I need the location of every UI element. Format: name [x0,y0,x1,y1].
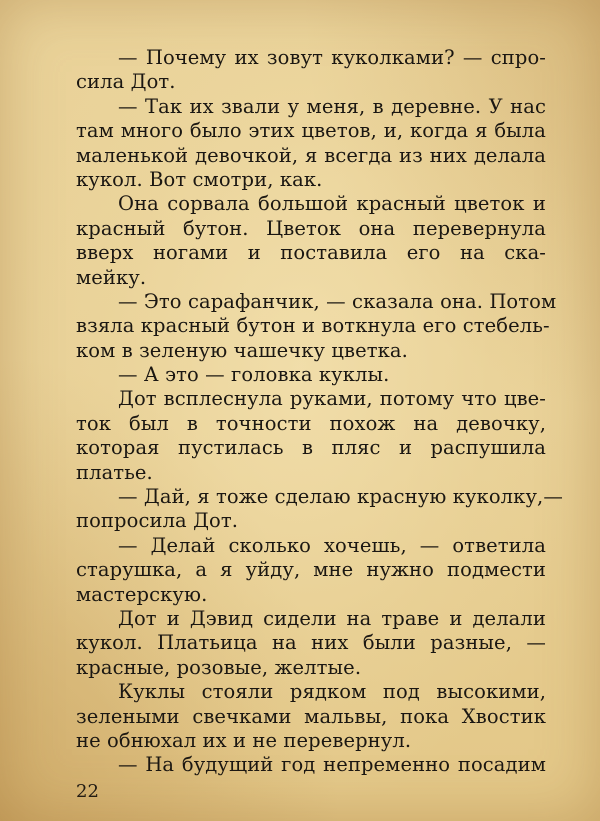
text-line: — Дай, я тоже сделаю красную куколку,— [118,485,563,509]
text-line: взяла красный бутон и воткнула его стебель- [76,314,550,338]
text-line: маленькой девочкой, я всегда из них делала [76,143,546,167]
text-line: платье. [76,460,153,484]
text-line: кукол. Вот смотри, как. [76,167,323,191]
text-line: — А это — головка куклы. [118,363,390,387]
text-line: — Почему их зовут куколками? — спро- [118,46,546,69]
text-line: кукол. Платьица на них были разные, — [76,631,546,655]
page-number: 22 [76,781,99,802]
text-line: Она сорвала большой красный цветок и [118,192,546,216]
text-line: — Так их звали у меня, в деревне. У нас [118,94,546,118]
text-line: ком в зеленую чашечку цветка. [76,338,408,362]
text-line: там много было этих цветов, и, когда я была [76,119,546,143]
text-line: — Это сарафанчик, — сказала она. Потом [118,289,557,313]
text-line: ток был в точности похож на девочку, [76,411,546,435]
text-line: которая пустилась в пляс и распушила [76,436,546,460]
text-line: красные, розовые, желтые. [76,655,362,679]
text-line: не обнюхал их и не перевернул. [76,728,412,752]
text-line: Дот всплеснула руками, потому что цве- [118,387,546,411]
text-line: — На будущий год непременно посадим [118,753,546,777]
page-text [76,46,563,778]
text-line: Куклы стояли рядком под высокими, [118,680,546,704]
text-line: сила Дот. [76,70,176,94]
text-line: красный бутон. Цветок она перевернула [76,216,546,240]
text-line: попросила Дот. [76,509,239,533]
text-line: Дот и Дэвид сидели на траве и делали [118,606,546,630]
text-line: зелеными свечками мальвы, пока Хвостик [76,704,546,728]
text-line: вверх ногами и поставила его на ска- [76,241,546,265]
text-line: мастерскую. [76,582,208,606]
text-line: — Делай сколько хочешь, — ответила [118,533,546,557]
text-line: мейку. [76,265,147,289]
text-line: старушка, а я уйду, мне нужно подмести [76,558,546,582]
